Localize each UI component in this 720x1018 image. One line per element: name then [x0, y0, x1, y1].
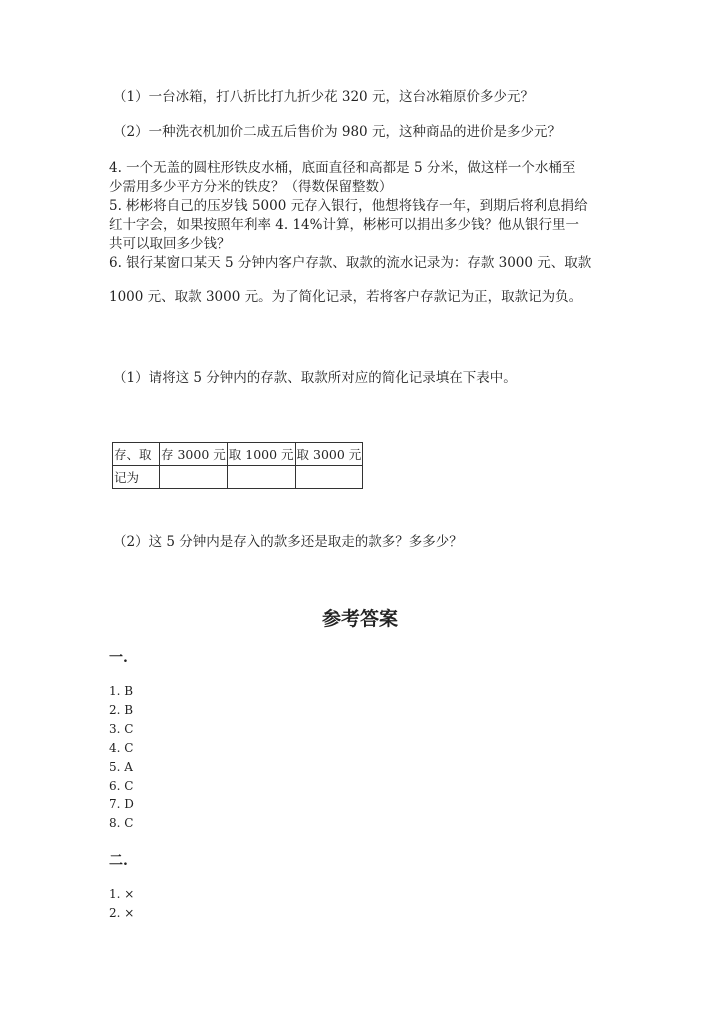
table-cell [295, 466, 363, 489]
answer-item: 8. C [109, 816, 134, 830]
answer-item: 2. × [109, 906, 135, 920]
table-row [113, 443, 363, 466]
section-1-heading: 一. [109, 650, 128, 666]
table-row-label: 记为 [113, 466, 160, 489]
answer-item: 6. C [109, 779, 134, 793]
question-6-line1: 6. 银行某窗口某天 5 分钟内客户存款、取款的流水记录为：存款 3000 元、取款 [109, 255, 592, 271]
question-4-line2: 少需用多少平方分米的铁皮？（得数保留整数） [109, 179, 393, 195]
table-cell [227, 466, 295, 489]
table-header-cell: 取 3000 元 [295, 443, 363, 466]
question-5-line2: 红十字会，如果按照年利率 4. 14%计算，彬彬可以捐出多少钱？他从银行里一 [109, 217, 579, 233]
question-6-line2: 1000 元、取款 3000 元。为了简化记录，若将客户存款记为正，取款记为负。 [109, 289, 583, 305]
question-4-line1: 4. 一个无盖的圆柱形铁皮水桶，底面直径和高都是 5 分米，做这样一个水桶至 [109, 160, 576, 176]
section-2-heading: 二. [109, 853, 128, 869]
table-header-cell: 存 3000 元 [160, 443, 228, 466]
answer-item: 4. C [109, 741, 134, 755]
answer-item: 7. D [109, 797, 134, 811]
answer-item: 1. × [109, 887, 135, 901]
question-2-text: （2）一种洗衣机加价二成五后售价为 980 元，这种商品的进价是多少元？ [113, 124, 561, 140]
table-cell [160, 466, 228, 489]
record-table [112, 442, 363, 489]
table-row [113, 466, 363, 489]
question-6-part1: （1）请将这 5 分钟内的存款、取款所对应的简化记录填在下表中。 [113, 370, 517, 386]
table-header-cell: 存、取 [113, 443, 160, 466]
answer-item: 1. B [109, 684, 134, 698]
answer-item: 5. A [109, 760, 133, 774]
question-5-line3: 共可以取回多少钱？ [109, 236, 231, 252]
question-6-part2: （2）这 5 分钟内是存入的款多还是取走的款多？多多少？ [113, 534, 463, 550]
answers-title: 参考答案 [321, 608, 398, 630]
answer-item: 3. C [109, 722, 134, 736]
question-1-text: （1）一台冰箱，打八折比打九折少花 320 元，这台冰箱原价多少元？ [113, 89, 534, 105]
table-header-cell: 取 1000 元 [227, 443, 295, 466]
question-5-line1: 5. 彬彬将自己的压岁钱 5000 元存入银行，他想将钱存一年，到期后将利息捐给 [109, 198, 588, 214]
answer-item: 2. B [109, 703, 134, 717]
